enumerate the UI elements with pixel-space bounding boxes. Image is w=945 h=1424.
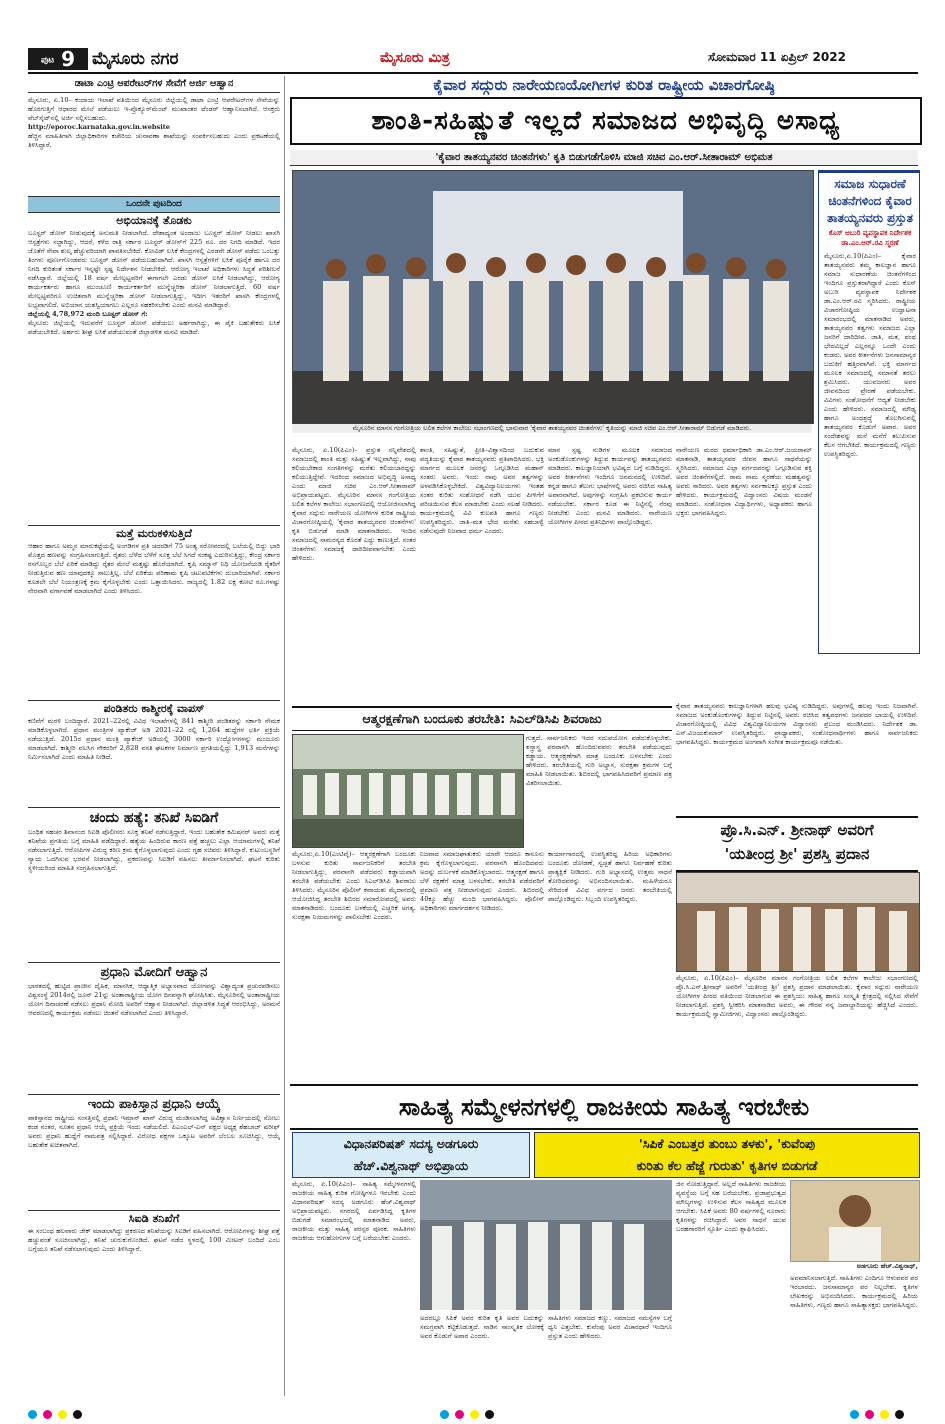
main-story-col2: ಶಾಂತಿ, ಸಹಿಷ್ಣುತೆ, ಪ್ರೀತಿ–ವಿಶ್ವಾಸದಿಂದ ಬದುಕುವ ಪದ್ಧತಿಯನ್ನು ಕೈವಾರ ತಾತಯ್ಯನವರು ಪ್ರತಿಪಾದಿಸಿದರು. ಭಕ್ತಿ ಮಾರ್ಗದ ಮೂಲಕ ಜನರನ್ನು ಒಗ್ಗೂಡಿಸಿದ ಮಹಾನ್ ಸಂತರು ಅವರು. ಇಂದು ನಾವು ಅವರ ತತ್ವಗಳನ್ನು ಅಳವಡಿಸಿಕೊಳ್ಳಬೇಕಿದೆ. ವಿಶ್ವವಿದ್ಯಾನಿಲಯಗಳು ಇಂತಹ ಸಂತರ ಕುರಿತು ಸಂಶೋಧನೆ ನಡೆಸಿ ಯುವ ಪೀಳಿಗೆಗೆ ಪರಿಚಯಿಸುವ ಕೆಲಸ ಮಾಡಬೇಕು ಎಂದು ಸಲಹೆ ನೀಡಿದರು. ಕಾರ್ಯಕ್ರಮದಲ್ಲಿ ವಿವಿ ಕುಲಪತಿ ಹಾಗೂ ಗಣ್ಯರು ಉಪಸ್ಥಿತರಿದ್ದರು. ಜಾತಿ–ಮತ ಭೇದ ಮರೆತು ಸಹಬಾಳ್ವೆ ನಡೆಸುವುದೇ ನಿಜವಾದ ಧರ್ಮ ಎಂದರು. xyxy=(420,446,544,535)
registration-dot xyxy=(58,1410,67,1419)
notice-body: ಮೈಸೂರು, ಏ.10– ಕಂದಾಯ ಇಲಾಖೆ ವತಿಯಿಂದ ಮೈಸೂರು ಜಿಲ್ಲೆಯಲ್ಲಿ ಡಾಟಾ ಎಂಟ್ರಿ ಆಪರೇಟರ್‌ಗಳ ಸೇವೆಯನ್ನು ಹೊರಗುತ್ತಿಗೆ ಆಧಾರದ ಮೇಲೆ ಪಡೆಯಲು ಇ-ಪ್ರೊಕ್ಯೂರ್‌ಮೆಂಟ್ ಮುಖಾಂತರ ಟೆಂಡರ್ ಆಹ್ವಾನಿಸಲಾಗಿದೆ. ಆಸಕ್ತರು ವೆಬ್‌ಸೈಟ್‌ನಲ್ಲಿ ಅರ್ಜಿ ಸಲ್ಲಿಸಬಹುದು. http://eporoc.karnataka.gov.in.website ಹೆಚ್ಚಿನ ಮಾಹಿತಿಗಾಗಿ ಜಿಲ್ಲಾಧಿಕಾರಿಗಳ ಕಚೇರಿಯ ಚುನಾವಣಾ ಶಾಖೆಯನ್ನು ಸಂಪರ್ಕಿಸಬಹುದು ಎಂದು ಪ್ರಕಟಣೆಯಲ್ಲಿ ತಿಳಿಸಿದ್ದಾರೆ. xyxy=(28,96,280,149)
issue-date: ಸೋಮವಾರ 11 ಏಪ್ರಿಲ್ 2022 xyxy=(708,50,846,64)
literature-story-col4: ಜಿನ ನೋಡುತ್ತಿದ್ದಾರೆ. ಅಲ್ಲದೆ ಸಾಹಿತಿಗಳು ರಾಜಕೀಯ ವ್ಯವಸ್ಥೆಯ ಬಗ್ಗೆ ಸಹ ಬರೆಯಬೇಕು. ಪ್ರಜಾಪ್ರಭುತ್ವದ ಮೌಲ್ಯಗಳನ್ನು ಉಳಿಸುವ ಕೆಲಸ ಸಾಹಿತ್ಯದ ಮೂಲಕ ಆಗಬೇಕು. ಸಿಪಿಕೆ ಅವರು 80 ವರ್ಷಗಳಲ್ಲಿ ನೂರಾರು ಕೃತಿಗಳನ್ನು ರಚಿಸಿದ್ದಾರೆ. ಅವರ ಸಾಧನೆ ಯುವ ಬರಹಗಾರರಿಗೆ ಸ್ಫೂರ್ತಿ ಎಂದು ಶ್ಲಾಘಿಸಿದರು. xyxy=(676,1180,786,1233)
main-story-col3: ಮಾನ ಸ್ಪಷ್ಟ ನುಡಿಗಳ ಮೂಲಕ ಸಮಾಜದ ಅಂಕುಡೊಂಕುಗಳನ್ನು ತಿದ್ದುವ ಕಾರ್ಯವನ್ನು ತಾತಯ್ಯನವರು ಮಾಡಿದರು. ಕಾಲಜ್ಞಾನಿಯಾಗಿ ಭವಿಷ್ಯದ ಬಗ್ಗೆ ನುಡಿದಿದ್ದರು. ಅವರ ಕೀರ್ತನೆಗಳು ಇಂದಿಗೂ ಜನಮನದಲ್ಲಿ ಉಳಿದಿವೆ. ಕನ್ನಡ ಹಾಗೂ ತೆಲುಗು ಭಾಷೆಗಳಲ್ಲಿ ಅವರು ರಚಿಸಿದ ಸಾಹಿತ್ಯ ಅಪಾರವಾಗಿದೆ. ಅವುಗಳನ್ನು ಸಂಗ್ರಹಿಸಿ ಪ್ರಕಟಿಸುವ ಕಾರ್ಯ ನಡೆಯಬೇಕು. ಸರ್ಕಾರ ಕೂಡ ಈ ನಿಟ್ಟಿನಲ್ಲಿ ನೆರವು ನೀಡಬೇಕು ಎಂದು ಮನವಿ ಮಾಡಿದರು. ನಾರೇಯಣ ಯೋಗೀಗಳ ಪೀಠದ ಪ್ರತಿನಿಧಿಗಳು ಪಾಲ್ಗೊಂಡಿದ್ದರು. xyxy=(548,446,672,526)
story-body: ಆಹಾರ ಹಾಗೂ ಅಮ್ಮನ ಮಾರುಕಟ್ಟೆಯಲ್ಲಿ ಅಂಗಡಿಗಳ ಪ್ರತಿ ಚದರಡಿಗೆ 75 ಅಂತ್ಯ ಸರೋವರದಲ್ಲಿ ಬಲೆಯಲ್ಲಿ ಬಿದ್ದು ಭಾರಿ ಮೊತ್ತದ ಹಣವನ್ನು ಸಂಗ್ರಹಿಸಲಾಗುತ್ತಿದೆ. ರೈತರು ಬೆಳೆದ ಬೆಳೆಗೆ ಸೂಕ್ತ ಬೆಲೆ ಸಿಗದೆ ಸಂಕಷ್ಟ ಎದುರಿಸುತ್ತಿದ್ದು, ಕೇಂದ್ರ ಸರ್ಕಾರ ರಸಗೊಬ್ಬರ ಬೆಲೆ ಏರಿಕೆ ಮಾಡಿದ್ದು ರೈತರ ಮೇಲೆ ಮತ್ತಷ್ಟು ಹೊರೆಯಾಗಿದೆ. ಕೃಷಿ ಸಮ್ಮಾನ್ ನಿಧಿ ಯೋಜನೆಯಡಿ ರೈತರಿಗೆ ನೀಡುತ್ತಿರುವ ಹಣ ಯಾವುದಕ್ಕೂ ಸಾಲುತ್ತಿಲ್ಲ. ಬೆಲೆ ಏರಿಕೆಯ ಪರಿಣಾಮ ಕೃಷಿ ಚಟುವಟಿಕೆಗಳು ದುಬಾರಿಯಾಗಿವೆ. ಸರ್ಕಾರ ಕೂಡಲೇ ಬೆಲೆ ನಿಯಂತ್ರಣಕ್ಕೆ ಕ್ರಮ ಕೈಗೊಳ್ಳಬೇಕು ಎಂದು ಒತ್ತಾಯಿಸಿದರು. ರಾಜ್ಯದಲ್ಲಿ 1.82 ಲಕ್ಷ ಕೋಟಿ ರೂ.ಗಳಷ್ಟು ನೇರವಾಗಿ ವರ್ಗಾವಣೆ ಮಾಡಲಾಗಿದೆ ಎಂದು ತಿಳಿಸಿದರು. xyxy=(28,542,280,595)
training-story-col1: ಮೈಸೂರು,ಏ.10(ಎಂಟಿವೈ)– ಆತ್ಮರಕ್ಷಣೆಗಾಗಿ ಬಂದೂಕು ಬಳಸುವ ಕುರಿತು ಸಾರ್ವಜನಿಕರಿಗೆ ತರಬೇತಿ ನೀಡಲಾಗುತ್ತಿದ್ದು, ಪರವಾನಗಿ ಪಡೆದವರು ಕಡ್ಡಾಯವಾಗಿ ತರಬೇತಿ ಪಡೆಯಬೇಕು ಎಂದು ಸಿಎಲ್‌ಡಿಸಿಪಿ ಶಿವರಾಜು ತಿಳಿಸಿದರು. ಮೈಸೂರಿನ ಪೊಲೀಸ್ ಕವಾಯತು ಮೈದಾನದಲ್ಲಿ ಆಯೋಜಿಸಿದ್ದ ತರಬೇತಿ ಶಿಬಿರದ ಸಮಾರೋಪದಲ್ಲಿ ಅವರು ಮಾತನಾಡಿದರು. ಬಂದೂಕು ಬಳಕೆಯಲ್ಲಿ ಎಚ್ಚರಿಕೆ ಅಗತ್ಯ. ಸುರಕ್ಷತಾ ನಿಯಮಗಳನ್ನು ಪಾಲಿಸಬೇಕು ಎಂದರು. xyxy=(292,850,416,921)
registration-dot xyxy=(440,1410,449,1419)
notice-url[interactable]: http://eporoc.karnataka.gov.in.website xyxy=(28,123,170,131)
story-body: ಬಂಧಿತ ಸಹಚರ ಶಿವಾನಂದ ಸಿಐಡಿ ಪೊಲೀಸರು ಸೂಕ್ತ ತನಿಖೆ ನಡೆಸುತ್ತಿದ್ದಾರೆ. ಇಂದು ಬಹುತೇಕ ಕಮಿಷನರ್ ಅವರು ಮತ್ತೆ ತನಿಖೆಯ ಪ್ರಗತಿಯ ಬಗ್ಗೆ ಮಾಹಿತಿ ಪಡೆದಿದ್ದಾರೆ. ಹತ್ಯೆಯ ಹಿಂದಿರುವ ಕಾರಣ ಪತ್ತೆ ಹಚ್ಚಲು ಎಲ್ಲಾ ಆಯಾಮಗಳಲ್ಲಿ ತನಿಖೆ ನಡೆಸಲಾಗುತ್ತಿದೆ. ಆರೋಪಿಗಳ ವಿರುದ್ಧ ಕಠಿಣ ಕ್ರಮ ಕೈಗೊಳ್ಳಲಾಗುವುದು ಎಂದು ಗೃಹ ಸಚಿವರು ತಿಳಿಸಿದ್ದಾರೆ. ಕುಟುಂಬಸ್ಥರಿಗೆ ನ್ಯಾಯ ಒದಗಿಸುವ ಭರವಸೆ ನೀಡಲಾಗಿದ್ದು, ಪ್ರಕರಣವನ್ನು ಸಿಐಡಿಗೆ ವಹಿಸಲು ತೀರ್ಮಾನಿಸಲಾಗಿದೆ. ಘಟನೆ ಕುರಿತು ಸ್ಥಳೀಯರಿಂದ ಮಾಹಿತಿ ಸಂಗ್ರಹಿಸಲಾಗುತ್ತಿದೆ. xyxy=(28,828,280,872)
main-kicker: ಕೈವಾರ ಸದ್ಗುರು ನಾರೇಯಣಯೋಗೀಗಳ ಕುರಿತ ರಾಷ್ಟ್ರೀಯ ವಿಚಾರಗೋಷ್ಠಿ xyxy=(433,76,775,94)
box-story-continued: ಕೈವಾರ ತಾತಯ್ಯನವರು ಕಾಲಜ್ಞಾನಿಗಳಾಗಿ ಹಲವು ಭವಿಷ್ಯ ನುಡಿದಿದ್ದರು. ಅವುಗಳಲ್ಲಿ ಹಲವು ಇಂದು ನಿಜವಾಗಿವೆ. ಸಮಾಜದ ಅಂಕುಡೊಂಕುಗಳನ್ನು ತಿದ್ದುವ ನಿಟ್ಟಿನಲ್ಲಿ ಅವರು ರಚಿಸಿದ ತತ್ವಪದಗಳು ಜನಪದರ ಬಾಯಲ್ಲಿ ಉಳಿದಿವೆ. ವಿಚಾರಗೋಷ್ಠಿಯಲ್ಲಿ ವಿವಿಧ ವಿಶ್ವವಿದ್ಯಾನಿಲಯಗಳ ವಿದ್ವಾಂಸರು ಪ್ರಬಂಧ ಮಂಡಿಸಿದರು. ನಿರ್ದೇಶಕ ಡಾ. ಎಸ್.ವಿಜಯಕುಮಾರ್ ಉಪಸ್ಥಿತರಿದ್ದರು. ಪ್ರಾಧ್ಯಾಪಕರು, ಸಂಶೋಧನಾರ್ಥಿಗಳು ಹಾಗೂ ಸಾರ್ವಜನಿಕರು ಭಾಗವಹಿಸಿದ್ದರು. ಕಾರ್ಯಕ್ರಮದ ಅಂಗವಾಗಿ ಸಂಗೀತ ಕಾರ್ಯಕ್ರಮವೂ ನಡೆಯಿತು. xyxy=(676,702,918,746)
literature-subhead-line2: ಹೆಚ್.ವಿಶ್ವನಾಥ್ ಅಭಿಪ್ರಾಯ xyxy=(353,1158,469,1173)
main-photo-caption: ಮೈಸೂರಿನ ಮಾನಸ ಗಂಗೋತ್ರಿಯ ಲಲಿತ ಕಲೆಗಳ ಕಾಲೇಜು ಸಭಾಂಗಣದಲ್ಲಿ ಭಾನುವಾರ 'ಕೈವಾರ ತಾತಯ್ಯನವರ ಚಿಂತನೆಗಳು' ಕೃತಿಯನ್ನು ಮಾಜಿ ಸಚಿವ ಎಂ.ಆರ್.ಸೀತಾರಾಮ್ ಬಿಡುಗಡೆ ಮಾಡಿದರು. xyxy=(292,424,812,433)
header-rule xyxy=(28,72,918,74)
registration-marks-left xyxy=(28,1404,88,1423)
story-body: ಬೂಸ್ಟರ್ ಡೋಸ್ ನೀಡುವುದಕ್ಕೆ ಅನುಮತಿ ನೀಡಲಾಗಿದೆ. ದೇಶಾದ್ಯಂತ ಅಂದಾಜು ಬೂಸ್ಟರ್ ಡೋಸ್ ನೀಡಲು ಖಾಸಗಿ ಆಸ್ಪತ್ರೆಗಳು ಸಜ್ಜಾಗಿದ್ದು, ಆದರೆ, ಕಳೆದ ರಾತ್ರಿ ಸರ್ಕಾರ ಬೂಸ್ಟರ್ ಡೋಸ್‌ಗೆ 225 ರೂ. ದರ ನಿಗದಿ ಮಾಡಿದೆ. ಇದರ ಜೊತೆಗೆ ಸೇವಾ ಶುಲ್ಕ ಹೆಚ್ಚುವರಿಯಾಗಿ ಪಾವತಿಸಬೇಕಿದೆ. ಕೋವಿಡ್ ಲಸಿಕೆ ಕೇಂದ್ರಗಳಲ್ಲಿ ಎರಡನೇ ಡೋಸ್ ಪಡೆದು ಒಂಬತ್ತು ತಿಂಗಳು ಪೂರ್ಣಗೊಂಡವರು ಬೂಸ್ಟರ್ ಡೋಸ್ ಪಡೆಯಬಹುದಾಗಿದೆ. ಖಾಸಗಿ ಆಸ್ಪತ್ರೆಗಳಿಗೆ ಲಸಿಕೆ ಪೂರೈಕೆ ಹಾಗೂ ದರ ನಿಗದಿ ಕುರಿತಂತೆ ಸರ್ಕಾರ ಇನ್ನಷ್ಟೇ ಸ್ಪಷ್ಟ ನಿರ್ದೇಶನ ನೀಡಬೇಕಿದೆ. ಆರೋಗ್ಯ ಇಲಾಖೆ ಅಧಿಕಾರಿಗಳು ಸಿದ್ಧತೆ ಪರಿಶೀಲನೆ ನಡೆಸಿದ್ದಾರೆ. ಜಿಲ್ಲೆಯಲ್ಲಿ 18 ವರ್ಷ ಮೇಲ್ಪಟ್ಟವರಿಗೆ ಈಗಾಗಲೇ ಎರಡು ಡೋಸ್ ಲಸಿಕೆ ನೀಡಲಾಗಿದ್ದು, ಆರೋಗ್ಯ ಕಾರ್ಯಕರ್ತರು ಹಾಗೂ ಮುಂಚೂಣಿ ಕಾರ್ಯಕರ್ತರಿಗೆ ಮುನ್ನೆಚ್ಚರಿಕಾ ಡೋಸ್ ನೀಡಲಾಗುತ್ತಿದೆ. 60 ವರ್ಷ ಮೇಲ್ಪಟ್ಟವರಿಗೂ ಉಚಿತವಾಗಿ ಮುನ್ನೆಚ್ಚರಿಕಾ ಡೋಸ್ ನೀಡಲಾಗುತ್ತಿದ್ದು, ಇದೀಗ ಇತರರಿಗೆ ಖಾಸಗಿ ಕೇಂದ್ರಗಳಲ್ಲಿ ಲಭ್ಯವಾಗಲಿದೆ. ಅಭಿಯಾನ ಯಶಸ್ವಿಯಾಗಲು ಎಲ್ಲರೂ ಸಹಕರಿಸಬೇಕು ಎಂದು ಮನವಿ ಮಾಡಿದ್ದಾರೆ. ಜಿಲ್ಲೆಯಲ್ಲಿ 4,78,972 ಮಂದಿ ಬೂಸ್ಟರ್ ಡೋಸ್ ಗೆ: ಮೈಸೂರು ಜಿಲ್ಲೆಯಲ್ಲಿ ಇದುವರೆಗೆ ಬೂಸ್ಟರ್ ಡೋಸ್ ಪಡೆಯಲು ಅರ್ಹರಾಗಿದ್ದು, ಈ ಪೈಕಿ ಬಹುತೇಕರು ಲಸಿಕೆ ಪಡೆಯಬೇಕಿದೆ. ಅರ್ಹರು ಶೀಘ್ರ ಲಸಿಕೆ ಪಡೆಯುವಂತೆ ಜಿಲ್ಲಾಡಳಿತ ಮನವಿ ಮಾಡಿದೆ. xyxy=(28,229,280,336)
award-headline-box xyxy=(676,816,918,872)
training-story-col-right: ಗುತ್ತದೆ. ಸಾರ್ವಜನಿಕರು ಇದರ ಸದುಪಯೋಗ ಪಡೆದುಕೊಳ್ಳಬೇಕು. ಶಸ್ತ್ರಾಸ್ತ್ರ ಪರವಾನಗಿ ಹೊಂದಿರುವವರು ತರಬೇತಿ ಪಡೆಯುವುದು ಕಡ್ಡಾಯ. ಆತ್ಮರಕ್ಷಣೆಗಾಗಿ ಮಾತ್ರ ಬಂದೂಕು ಬಳಸಬೇಕು ಎಂದು ಹೇಳಿದರು. ತರಬೇತಿಯಲ್ಲಿ ಗುರಿ ಅಭ್ಯಾಸ, ಸುರಕ್ಷತಾ ಕ್ರಮಗಳ ಬಗ್ಗೆ ಮಾಹಿತಿ ನೀಡಲಾಯಿತು. ಶಿಬಿರದಲ್ಲಿ ಭಾಗವಹಿಸಿದವರಿಗೆ ಪ್ರಮಾಣ ಪತ್ರ ವಿತರಿಸಲಾಯಿತು. xyxy=(526,734,672,787)
training-story-col2: ನಿಜವಾದ ಸಮಾಜಘಾತುಕರು ಯಾರೇ ಆದರೂ ಕಾನೂನು ಕ್ರಮ ಕೈಗೊಳ್ಳಲಾಗುವುದು. ಪರವಾನಗಿ ಹೊಂದಿದವರು ಅದನ್ನು ದುರ್ಬಳಕೆ ಮಾಡಿಕೊಳ್ಳಬಾರದು. ಆತ್ಮರಕ್ಷಣೆ ಹಾಗೂ ಬೆಳೆ ರಕ್ಷಣೆಗೆ ಮಾತ್ರ ಬಳಸಬೇಕು. ತರಬೇತಿ ಪಡೆದವರಿಗೆ ಪ್ರಮಾಣ ಪತ್ರ ನೀಡಲಾಗುವುದು ಎಂದರು. ಶಿಬಿರದಲ್ಲಿ 40ಕ್ಕೂ ಹೆಚ್ಚು ಮಂದಿ ಭಾಗವಹಿಸಿದ್ದರು. ಪೊಲೀಸ್ ಅಧಿಕಾರಿಗಳು ಮಾರ್ಗದರ್ಶನ ನೀಡಿದರು. xyxy=(420,850,544,912)
award-photo xyxy=(676,872,920,972)
story-body: ಕಣಿವೆಗೆ ಮರಳಿ ಬಂದಿದ್ದಾರೆ. 2021–22ರಲ್ಲಿ ವಿವಿಧ ಇಲಾಖೆಗಳಲ್ಲಿ 841 ಕಾಶ್ಮೀರಿ ಪಂಡಿತರನ್ನು ಸರ್ಕಾರಿ ನೇಮಕ ಮಾಡಿಕೊಳ್ಳಲಾಗಿದೆ. ಪ್ರಧಾನ ಮಂತ್ರಿಗಳ ಪ್ಯಾಕೇಜ್ ಅಡಿ 2021–22 ರಲ್ಲಿ 1,264 ಹುದ್ದೆಗಳ ಭರ್ತಿ ಪ್ರಕ್ರಿಯೆ ನಡೆಯುತ್ತಿದೆ. 2015ರ ಪ್ರಧಾನ ಮಂತ್ರಿ ಪ್ಯಾಕೇಜ್ ಅಡಿಯಲ್ಲಿ 3000 ಸರ್ಕಾರಿ ಉದ್ಯೋಗಗಳನ್ನು ಮಂಜೂರು ಮಾಡಲಾಗಿದೆ. ಕಾಶ್ಮೀರಿ ವಲಸಿಗ ನೌಕರರಿಗೆ 2,828 ವಸತಿ ಘಟಕಗಳ ನಿರ್ಮಾಣ ಪ್ರಗತಿಯಲ್ಲಿದ್ದು 1,913 ಮನೆಗಳನ್ನು ನಿರ್ಮಿಸಲಾಗಿದೆ ಎಂದು ಮಾಹಿತಿ ನೀಡಿದೆ. xyxy=(28,717,280,761)
speaker-photo-placeholder xyxy=(791,1181,919,1261)
literature-headline-box xyxy=(290,1084,918,1130)
award-headline-line2: 'ಯತೀಂದ್ರ ಶ್ರೀ' ಪ್ರಶಸ್ತಿ ಪ್ರದಾನ xyxy=(724,845,870,863)
story-headline: ಇಂದು ಪಾಕಿಸ್ತಾನ ಪ್ರಧಾನಿ ಆಯ್ಕೆ xyxy=(28,1094,280,1114)
training-photo xyxy=(292,734,524,848)
main-headline: ಶಾಂತಿ-ಸಹಿಷ್ಣುತೆ ಇಲ್ಲದೆ ಸಮಾಜದ ಅಭಿವೃದ್ಧಿ ಅಸಾಧ್ಯ xyxy=(290,97,922,145)
training-story-col3: ಕಾರ್ಯಾಗಾರದಲ್ಲಿ ಉಪಸ್ಥಿತರಿದ್ದ ಹಿರಿಯ ಅಧಿಕಾರಿಗಳು ಬಂದೂಕು ಜೋಡಣೆ, ಸ್ವಚ್ಛತೆ ಹಾಗೂ ನಿರ್ವಹಣೆ ಕುರಿತು ಪ್ರಾತ್ಯಕ್ಷಿಕೆ ನೀಡಿದರು. ಗುರಿ ಅಭ್ಯಾಸದಲ್ಲಿ ಉತ್ತಮ ಸಾಧನೆ ತೋರಿದವರನ್ನು ಅಭಿನಂದಿಸಲಾಯಿತು. ಮಹಿಳೆಯರೂ ಸೇರಿದಂತೆ ವಿವಿಧ ವರ್ಗದ ಜನರು ತರಬೇತಿಯಲ್ಲಿ ಪಾಲ್ಗೊಂಡಿದ್ದರು. ಸಿಬ್ಬಂದಿ ಉಪಸ್ಥಿತರಿದ್ದರು. xyxy=(548,850,672,903)
box-story-title: ಸಮಾಜ ಸುಧಾರಣೆ ಚಿಂತನೆಗಳಿಂದ ಕೈವಾರ ತಾತಯ್ಯನವರು ಪ್ರಸ್ತುತ xyxy=(827,177,913,225)
literature-photo-placeholder xyxy=(420,1180,672,1310)
event-photo-placeholder xyxy=(293,171,813,423)
training-headline: ಆತ್ಮರಕ್ಷಣೆಗಾಗಿ ಬಂದೂಕು ತರಬೇತಿ: ಸಿಎಲ್‌ಡಿಸಿಪಿ ಶಿವರಾಜು xyxy=(292,706,672,731)
story-headline: ಅಭಿಯಾನಕ್ಕೆ ತೊಡಕು xyxy=(116,214,192,227)
main-story-col1: ಮೈಸೂರು, ಏ.10(ಪಿಎಂ)– ಪ್ರಸ್ತುತ ಸನ್ನಿವೇಶದಲ್ಲಿ ಸಮಾಜದಲ್ಲಿ ಶಾಂತಿ ಮತ್ತು ಸಹಿಷ್ಣುತೆ ಇಲ್ಲವಾಗಿದ್ದು, ನಾವು ಕಲಿಯಬೇಕಾದ ಸಂಗತಿಗಳನ್ನು ಮರೆತು ಕಲಿಯಬಾರದ್ದನ್ನು ಕಲಿಯುತ್ತಿದ್ದೇವೆ. ಇದರಿಂದ ಸಮಾಜದ ಅಭಿವೃದ್ಧಿ ಅಸಾಧ್ಯ ಎಂದು ಮಾಜಿ ಸಚಿವ ಎಂ.ಆರ್.ಸೀತಾರಾಮ್ ಅಭಿಪ್ರಾಯಪಟ್ಟರು. ಮೈಸೂರಿನ ಮಾನಸ ಗಂಗೋತ್ರಿಯ ಲಲಿತ ಕಲೆಗಳ ಕಾಲೇಜು ಸಭಾಂಗಣದಲ್ಲಿ ಆಯೋಜಿಸಲಾಗಿದ್ದ ಕೈವಾರ ಸದ್ಗುರು ನಾರೇಯಣ ಯೋಗೀಗಳ ಕುರಿತ ರಾಷ್ಟ್ರೀಯ ವಿಚಾರಗೋಷ್ಠಿಯಲ್ಲಿ 'ಕೈವಾರ ತಾತಯ್ಯನವರ ಚಿಂತನೆಗಳು' ಕೃತಿ ಬಿಡುಗಡೆ ಮಾಡಿ ಮಾತನಾಡಿದರು. ಇಂದಿನ ಸಮಾಜದಲ್ಲಿ ಸಾಮರಸ್ಯದ ಕೊರತೆ ಎದ್ದು ಕಾಣುತ್ತಿದೆ. ಸಂತರ ಚಿಂತನೆಗಳು ಸಮಾಜಕ್ಕೆ ದಾರಿದೀಪವಾಗಬೇಕು ಎಂದು ಹೇಳಿದರು. xyxy=(292,446,416,562)
speaker-portrait xyxy=(790,1180,920,1262)
registration-dot xyxy=(880,1410,889,1419)
notice-title: ಡಾಟಾ ಎಂಟ್ರಿ ಆಪರೇಟರ್‌ಗಳ ಸೇವೆಗೆ ಅರ್ಜಿ ಆಹ್ವಾನ xyxy=(28,76,280,93)
award-story-body: ಮೈಸೂರು, ಏ.10(ಪಿಎಂ)– ಮೈಸೂರಿನ ಮಾನಸ ಗಂಗೋತ್ರಿಯ ಲಲಿತ ಕಲೆಗಳ ಕಾಲೇಜು ಸಭಾಂಗಣದಲ್ಲಿ ಪ್ರೊ.ಸಿ.ಎನ್.ಶ್ರೀನಾಥ್ ಅವರಿಗೆ 'ಯತೀಂದ್ರ ಶ್ರೀ' ಪ್ರಶಸ್ತಿ ಪ್ರದಾನ ಮಾಡಲಾಯಿತು. ಕೈವಾರ ಸದ್ಗುರು ನಾರೇಯಣ ಯೋಗೀಗಳ ಪೀಠದ ವತಿಯಿಂದ ನೀಡಲಾಗುವ ಈ ಪ್ರಶಸ್ತಿಯು ಸಾಹಿತ್ಯ ಹಾಗೂ ಸಂಸ್ಕೃತಿ ಕ್ಷೇತ್ರದಲ್ಲಿ ಸಲ್ಲಿಸಿದ ಸೇವೆಗೆ ನೀಡಲಾಗುತ್ತಿದೆ. ಪ್ರಶಸ್ತಿ ಸ್ವೀಕರಿಸಿ ಮಾತನಾಡಿದ ಅವರು, ಈ ಗೌರವ ನನ್ನ ಜವಾಬ್ದಾರಿಯನ್ನು ಹೆಚ್ಚಿಸಿದೆ ಎಂದರು. ಕಾರ್ಯಕ್ರಮದಲ್ಲಿ ಸ್ವಾಮೀಜಿಗಳು, ವಿದ್ವಾಂಸರು ಪಾಲ್ಗೊಂಡಿದ್ದರು. xyxy=(676,974,918,1018)
story-body: ಈ ಸಂಬಂಧ ಹಲವಾರು ಜೇಕ್ ಮಾಡಲಾಗಿದ್ದು ಪ್ರಕರಣದ ತನಿಖೆಯನ್ನು ಸಿಐಡಿಗೆ ವಹಿಸಲಾಗಿದೆ. ಆರೋಪಿಗಳನ್ನು ಶೀಘ್ರ ಪತ್ತೆ ಹಚ್ಚುವಂತೆ ಸೂಚಿಸಲಾಗಿದ್ದು, ತನಿಖೆ ಚುರುಕುಗೊಂಡಿದೆ. ಘಟನೆ ನಡೆದ ಸ್ಥಳದಲ್ಲಿ 100 ಮೀಟರ್ ಬಂದಿದೆ ಎಂಬ ಬಗ್ಗೆಯೂ ತನಿಖೆ ನಡೆಸಲಾಗುವುದು ಎಂದು ತಿಳಿಸಿದ್ದಾರೆ. xyxy=(28,1227,280,1253)
registration-dot xyxy=(470,1410,479,1419)
literature-photo xyxy=(420,1180,672,1310)
story-headline: ಸಿಐಡಿ ತನಿಖೆಗೆ xyxy=(28,1210,280,1227)
literature-book-box xyxy=(534,1132,920,1178)
box-story-byline: ಕೊಸ್ ಅಬುರಿ ವ್ಯವಸ್ಥಾಪಕ ನಿರ್ದೇಶಕ ಡಾ.ಎಂ.ಆರ್.ರವಿ ಸ್ಮರಣೆ xyxy=(828,229,912,247)
main-photo xyxy=(292,170,814,424)
speaker-photo-credit: ಅಡಗೂರು ಹೆಚ್.ವಿಶ್ವನಾಥ್, xyxy=(856,1262,918,1270)
registration-dot xyxy=(895,1410,904,1419)
story-headline: ಮತ್ತೆ ಮರುಕಳಿಸುತ್ತಿದೆ xyxy=(28,525,280,542)
literature-story-col1: ಮೈಸೂರು, ಏ.10(ಪಿಎಂ)– ಸಾಹಿತ್ಯ ಸಮ್ಮೇಳನಗಳಲ್ಲಿ ರಾಜಕೀಯ ಸಾಹಿತ್ಯ ಕುರಿತ ಗೋಷ್ಠಿಗಳೂ ಇರಬೇಕು ಎಂದು ವಿಧಾನಪರಿಷತ್ ಸದಸ್ಯ ಅಡಗೂರು ಹೆಚ್.ವಿಶ್ವನಾಥ್ ಅಭಿಪ್ರಾಯಪಟ್ಟರು. ನಗರದಲ್ಲಿ ಏರ್ಪಡಿಸಿದ್ದ ಕೃತಿಗಳ ಬಿಡುಗಡೆ ಸಮಾರಂಭದಲ್ಲಿ ಮಾತನಾಡಿದ ಅವರು, ರಾಜಕೀಯ ಮತ್ತು ಸಾಹಿತ್ಯ ಪರಸ್ಪರ ಪೂರಕ. ಸಾಹಿತಿಗಳು ರಾಜಕೀಯ ಆಗುಹೋಗುಗಳ ಬಗ್ಗೆ ಬರೆಯಬೇಕು ಎಂದರು. xyxy=(292,1180,416,1242)
registration-marks-right xyxy=(850,1404,910,1423)
page-label: ಪುಟ xyxy=(40,55,55,66)
box-story-body: ಮೈಸೂರು,ಏ.10(ಪಿಎಂ)– ಕೈವಾರ ತಾತಯ್ಯನವರು ತಮ್ಮ ಕಾಲಜ್ಞಾನ ಹಾಗೂ ಸಮಾಜ ಸುಧಾರಣೆಯ ಚಿಂತನೆಗಳಿಂದ ಇಂದಿಗೂ ಪ್ರಸ್ತುತರಾಗಿದ್ದಾರೆ ಎಂದು ಕೊಸ್ ಅಬುರಿ ವ್ಯವಸ್ಥಾಪಕ ನಿರ್ದೇಶಕ ಡಾ.ಎಂ.ಆರ್.ರವಿ ಸ್ಮರಿಸಿದರು. ರಾಷ್ಟ್ರೀಯ ವಿಚಾರಗೋಷ್ಠಿಯ ಉದ್ಘಾಟನಾ ಸಮಾರಂಭದಲ್ಲಿ ಮಾತನಾಡಿದ ಅವರು, ತಾತಯ್ಯನವರ ತತ್ವಗಳು ಸಮಾಜದ ಎಲ್ಲಾ ಜನರಿಗೆ ದಾರಿದೀಪ. ಜಾತಿ, ಮತ, ಪಂಥ ಭೇದವಿಲ್ಲದೆ ಎಲ್ಲರನ್ನೂ ಒಂದೇ ಎಂದು ಕಂಡರು. ಅವರ ಕೀರ್ತನೆಗಳು ಜನಸಾಮಾನ್ಯರ ಬದುಕಿಗೆ ಹತ್ತಿರವಾಗಿವೆ. ಭಕ್ತಿ ಮಾರ್ಗದ ಮೂಲಕ ಸಮಾಜದಲ್ಲಿ ಸಮಾನತೆ ತರಲು ಶ್ರಮಿಸಿದರು. ಯುವಜನರು ಅವರ ಜೀವನದಿಂದ ಪ್ರೇರಣೆ ಪಡೆಯಬೇಕು. ವಿವಿಗಳು ಸಂಶೋಧನೆಗೆ ಆದ್ಯತೆ ನೀಡಬೇಕು ಎಂದು ಹೇಳಿದರು. ಸಮಾಜದಲ್ಲಿ ಮೌಢ್ಯ ಹಾಗೂ ಅಂಧಶ್ರದ್ಧೆ ತೊಲಗಿಸುವಲ್ಲಿ ತಾತಯ್ಯನವರ ಕೊಡುಗೆ ಅಪಾರ. ಅವರ ಸಂದೇಶವನ್ನು ಮನೆ ಮನೆಗೆ ತಲುಪಿಸುವ ಕೆಲಸ ಆಗಬೇಕಿದೆ. ಕಾರ್ಯಕ್ರಮದಲ್ಲಿ ಗಣ್ಯರು ಉಪಸ್ಥಿತರಿದ್ದರು. xyxy=(824,252,916,458)
literature-story-col5: ಅವಮಾನಿಸಲಾಗುತ್ತಿದೆ. ಸಾಹಿತಿಗಳು ಎಂದಿಗೂ ಆಳುವವರ ಪರ ಇರಬಾರದು. ಜನಸಾಮಾನ್ಯರ ಪರ ನಿಲ್ಲಬೇಕು. ಕೃತಿಗಳ ಲೇಖಕರನ್ನು ಅಭಿನಂದಿಸಿದರು. ಕಾರ್ಯಕ್ರಮದಲ್ಲಿ ಹಿರಿಯ ಸಾಹಿತಿಗಳು, ಗಣ್ಯರು ಹಾಗೂ ಸಾಹಿತ್ಯಾಸಕ್ತರು ಭಾಗವಹಿಸಿದ್ದರು. xyxy=(790,1274,918,1309)
page-number: 9 xyxy=(61,47,76,71)
award-headline-line1: ಪ್ರೊ.ಸಿ.ಎನ್. ಶ್ರೀನಾಥ್ ಅವರಿಗೆ xyxy=(720,821,874,839)
literature-headline: ಸಾಹಿತ್ಯ ಸಮ್ಮೇಳನಗಳಲ್ಲಿ ರಾಜಕೀಯ ಸಾಹಿತ್ಯ ಇರಬೇಕು xyxy=(398,1093,810,1121)
training-photo-placeholder xyxy=(293,735,523,847)
story-highlight: ಜಿಲ್ಲೆಯಲ್ಲಿ 4,78,972 ಮಂದಿ ಬೂಸ್ಟರ್ ಡೋಸ್ ಗೆ: xyxy=(28,310,148,318)
story-headline: ಚಂದು ಹತ್ಯೆ: ತನಿಖೆ ಸಿಐಡಿಗೆ xyxy=(28,807,280,828)
literature-story-col3: ಸಾಹಿತಿಗಳು ಸಮಾಜದ ಕಣ್ಣು. ಸಮಾಜದ ಸಮಸ್ಯೆಗಳ ಬಗ್ಗೆ ಧ್ವನಿ ಎತ್ತಬೇಕು. ಕುವೆಂಪು ಅವರ ವಿಚಾರಧಾರೆ ಇಂದಿಗೂ ಪ್ರಸ್ತುತ ಎಂದು ಹೇಳಿದರು. xyxy=(548,1314,672,1340)
registration-dot xyxy=(865,1410,874,1419)
registration-dot xyxy=(485,1410,494,1419)
story-body: ಪಾಕಿಸ್ತಾನದ ರಾಷ್ಟ್ರೀಯ ಸಂಸತ್ತಿನಲ್ಲಿ ಪ್ರಧಾನಿ ಇಮ್ರಾನ್ ಖಾನ್ ವಿರುದ್ಧ ಮಂಡಿಸಲಾಗಿದ್ದ ಅವಿಶ್ವಾಸ ನಿರ್ಣಯದಲ್ಲಿ ಸೋಲು ಕಂಡ ನಂತರ, ನೂತನ ಪ್ರಧಾನಿ ಆಯ್ಕೆ ಪ್ರಕ್ರಿಯೆ ಇಂದು ನಡೆಯಲಿದೆ. ಪಿಎಂಎಲ್-ಎನ್ ಪಕ್ಷದ ಅಧ್ಯಕ್ಷ ಶೆಹಬಾಜ್ ಷರೀಫ್ ಅವರು ಪ್ರಧಾನಿ ಹುದ್ದೆಗೆ ನಾಮಪತ್ರ ಸಲ್ಲಿಸಿದ್ದಾರೆ. ವಿರೋಧ ಪಕ್ಷಗಳ ಒಕ್ಕೂಟ ಅವರಿಗೆ ಬೆಂಬಲ ಸೂಚಿಸಿದ್ದು, ಆಯ್ಕೆ ಬಹುತೇಕ ಖಚಿತವಾಗಿದೆ. xyxy=(28,1114,280,1149)
column-divider xyxy=(284,76,285,1396)
literature-subhead-line1: ವಿಧಾನಪರಿಷತ್ ಸದಸ್ಯ ಅಡಗೂರು xyxy=(343,1136,479,1151)
literature-book-line1: 'ಸಿಪಿಕೆ ಎಂಬತ್ತರ ತುಂಬು ತಳಕು', 'ಕುವೆಂಪು xyxy=(638,1136,816,1151)
main-subhead: 'ಕೈವಾರ ತಾತಯ್ಯನವರ ಚಿಂತನೆಗಳು' ಕೃತಿ ಬಿಡುಗಡೆಗೊಳಿಸಿ ಮಾಜಿ ಸಚಿವ ಎಂ.ಆರ್.ಸೀತಾರಾಮ್ ಅಭಿಮತ xyxy=(290,150,918,166)
section-title: ಮೈಸೂರು ನಗರ xyxy=(92,49,179,69)
masthead-brand: ಮೈಸೂರು ಮಿತ್ರ xyxy=(380,50,450,66)
story-headline: ಪ್ರಧಾನಿ ಮೋದಿಗೆ ಆಹ್ವಾನ xyxy=(28,962,280,982)
registration-dot xyxy=(73,1410,82,1419)
page-number-badge xyxy=(28,48,88,70)
left-column xyxy=(28,76,280,1396)
registration-dot xyxy=(455,1410,464,1419)
story-body: ಭಾರತದಲ್ಲಿ ಹುಟ್ಟಿದ ಪ್ರಾಚೀನ ದೈಹಿಕ, ಮಾನಸಿಕ, ಆಧ್ಯಾತ್ಮಿಕ ಅಭ್ಯಾಸವಾದ ಯೋಗವನ್ನು ವಿಶ್ವಾದ್ಯಂತ ಪ್ರಚುರಪಡಿಸಲು ವಿಶ್ವಸಂಸ್ಥೆ 2014ರಲ್ಲಿ ಜೂನ್ 21ನ್ನು ಅಂತಾರಾಷ್ಟ್ರೀಯ ಯೋಗ ದಿನವನ್ನಾಗಿ ಘೋಷಿಸಿತು. ಮೈಸೂರಿನಲ್ಲಿ ಅಂತಾರಾಷ್ಟ್ರೀಯ ಯೋಗ ದಿನಾಚರಣೆ ನಡೆಸಲು ಪ್ರಧಾನಿ ಮೋದಿ ಅವರಿಗೆ ಆಹ್ವಾನ ನೀಡಲಾಗಿದೆ. ಜಿಲ್ಲಾಡಳಿತ ಸಿದ್ಧತೆ ಆರಂಭಿಸಿದ್ದು, ಅರಮನೆ ಆವರಣದಲ್ಲಿ ಕಾರ್ಯಕ್ರಮ ನಡೆಸಲು ಚಿಂತನೆ ನಡೆಸಲಾಗಿದೆ ಎಂದು ತಿಳಿಸಿದ್ದಾರೆ. xyxy=(28,982,280,1017)
literature-story-col2: ಅದರಲ್ಲೂ ಸಿಪಿಕೆ ಅವರ ಕುರಿತ ಕೃತಿ ಅವರ ಬದುಕನ್ನು ಸಮಗ್ರವಾಗಿ ಕಟ್ಟಿಕೊಡುತ್ತದೆ. ನಾಡಿನ ಸಾಂಸ್ಕೃತಿಕ ಲೋಕಕ್ಕೆ ಅವರ ಕೊಡುಗೆ ಅಪಾರ ಎಂದರು. xyxy=(420,1314,544,1340)
award-photo-placeholder xyxy=(677,873,919,971)
main-story-col4: ನಾರೇಯಣ ಮಠದ ಧರ್ಮಾಧಿಕಾರಿ ಡಾ.ಎಂ.ಆರ್.ಜಯರಾಮ್ ಮಾತನಾಡಿ, ತಾತಯ್ಯನವರ ಜೀವನ ಹಾಗೂ ಸಾಧನೆಯನ್ನು ಸ್ಮರಿಸಿದರು. ಸಮಾಜದ ಎಲ್ಲಾ ವರ್ಗದವರನ್ನು ಒಗ್ಗೂಡಿಸುವ ಶಕ್ತಿ ಅವರ ಚಿಂತನೆಗಳಲ್ಲಿದೆ. ರಾಮ ನಾಮ ಸ್ಮರಣೆಯ ಮಹತ್ವವನ್ನು ಅವರು ಸಾರಿದರು. ಅವರ ತತ್ವಗಳು ಸರ್ವಕಾಲಕ್ಕೂ ಪ್ರಸ್ತುತ ಎಂದು ಹೇಳಿದರು. ಕಾರ್ಯಕ್ರಮದಲ್ಲಿ ವಿದ್ವಾಂಸರು ವಿಷಯ ಮಂಡನೆ ಮಾಡಿದರು. ಸಂಶೋಧನಾ ವಿದ್ಯಾರ್ಥಿಗಳು, ಅಧ್ಯಾಪಕರು ಹಾಗೂ ಭಕ್ತರು ಭಾಗವಹಿಸಿದ್ದರು. xyxy=(676,446,812,517)
story-headline: ಪಂಡಿತರು ಕಾಶ್ಮೀರಕ್ಕೆ ವಾಪಸ್ xyxy=(28,700,280,717)
registration-dot xyxy=(43,1410,52,1419)
literature-book-line2: ಕುರಿತು ಕೆಲ ಹೆಜ್ಜೆ ಗುರುತು' ಕೃತಿಗಳ ಬಿಡುಗಡೆ xyxy=(636,1158,818,1173)
registration-dot xyxy=(28,1410,37,1419)
registration-dot xyxy=(850,1410,859,1419)
continued-from-page1: ಒಂದನೇ ಪುಟದಿಂದ xyxy=(28,196,280,213)
literature-subhead-box xyxy=(292,1132,530,1178)
registration-marks-center xyxy=(440,1404,500,1423)
